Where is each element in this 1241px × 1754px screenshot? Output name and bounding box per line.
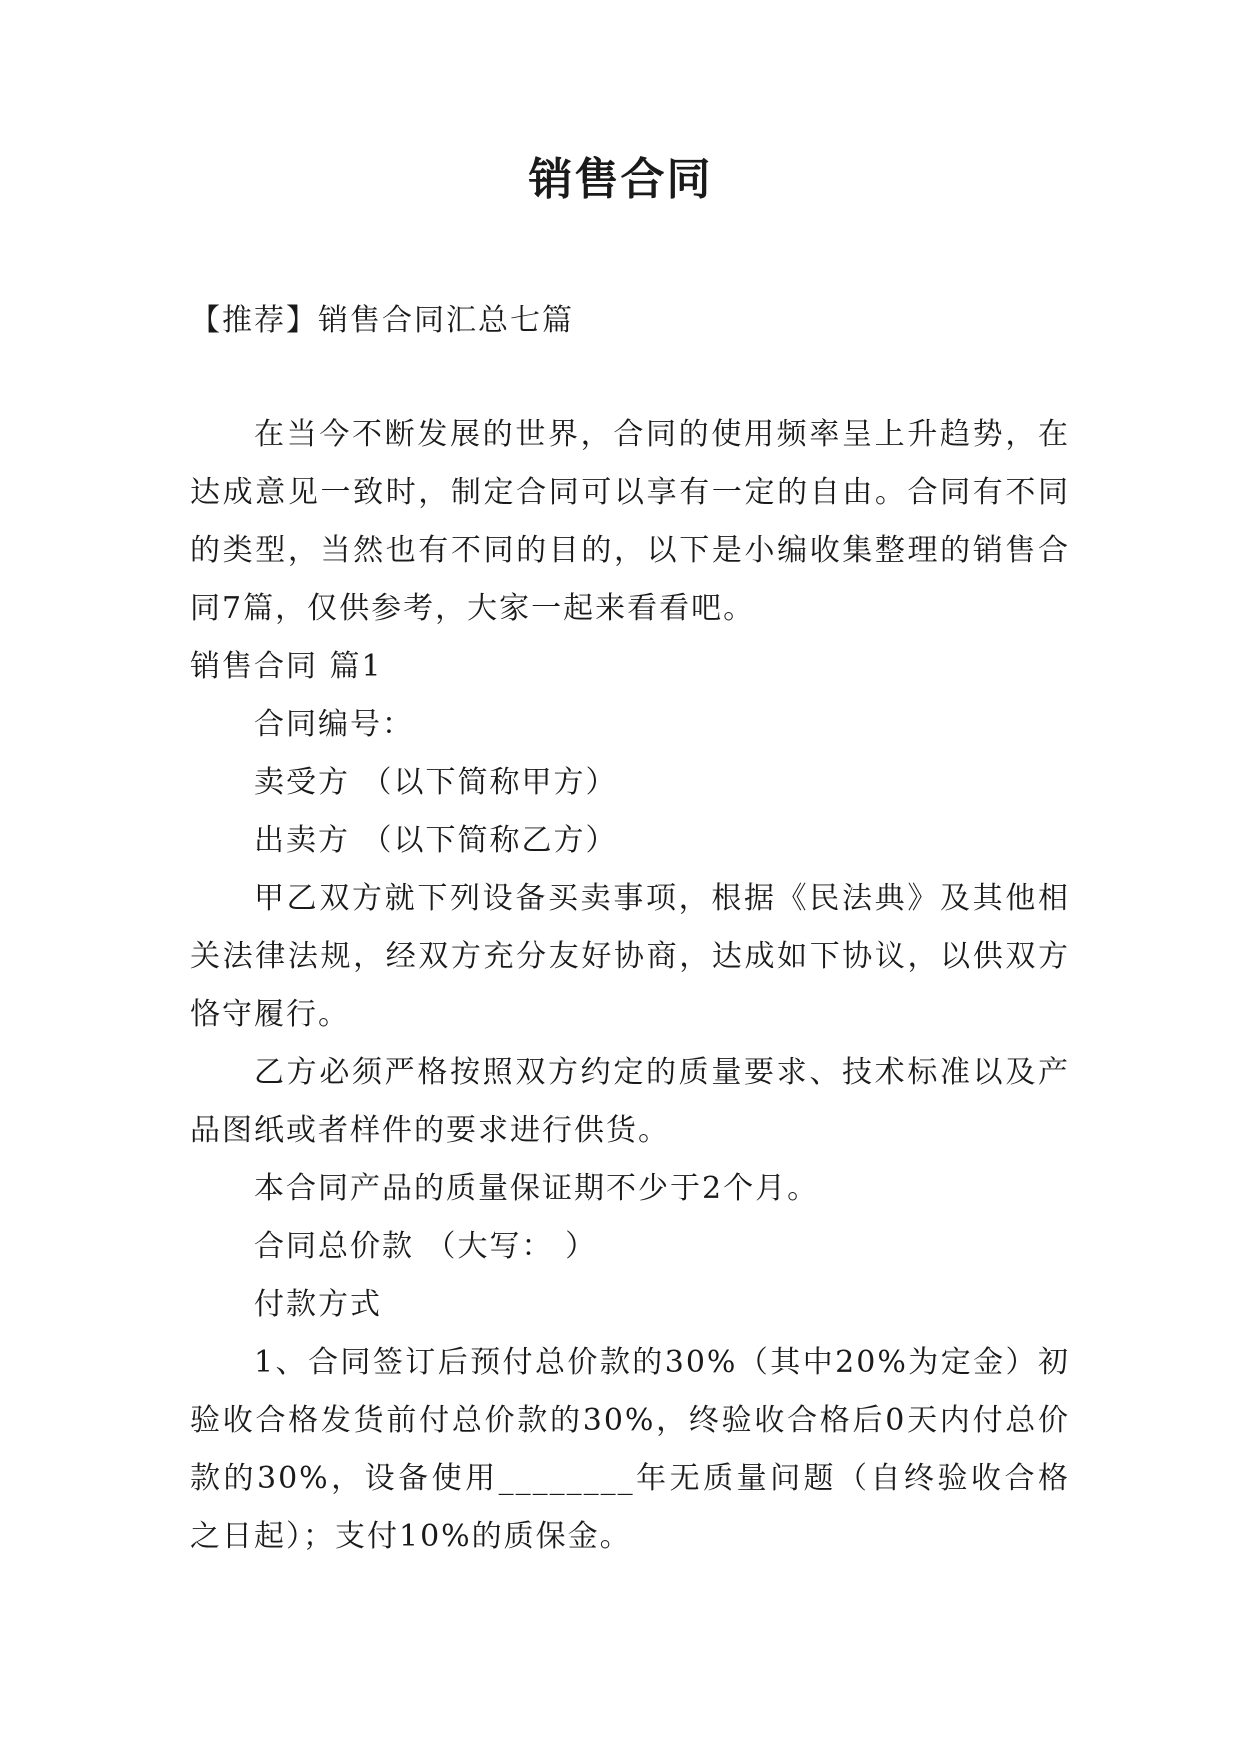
document-title: 销售合同 (528, 154, 713, 205)
document-subtitle: 【推荐】销售合同汇总七篇 (190, 303, 574, 338)
intro-paragraph: 在当今不断发展的世界，合同的使用频率呈上升趋势，在达成意见一致时，制定合同可以享有一定的自由。合同有不同的类型，当然也有不同的目的，以下是小编收集整理的销售合同7篇，仅供参考，大家一起来看看吧。 (190, 417, 1070, 626)
seller-line: 出卖方 （以下简称乙方） (254, 823, 618, 858)
buyer-line: 卖受方 （以下简称甲方） (254, 765, 618, 800)
section-heading: 销售合同 篇1 (190, 649, 383, 684)
payment-heading: 付款方式 (254, 1287, 382, 1322)
quality-paragraph: 乙方必须严格按照双方约定的质量要求、技术标准以及产品图纸或者样件的要求进行供货。 (190, 1055, 1070, 1148)
document-body (190, 292, 1070, 1566)
total-price-line: 合同总价款 （大写： ） (254, 1229, 598, 1264)
warranty-line: 本合同产品的质量保证期不少于2个月。 (254, 1171, 820, 1206)
agreement-paragraph: 甲乙双方就下列设备买卖事项，根据《民法典》及其他相关法律法规，经双方充分友好协商，达成如下协议，以供双方恪守履行。 (190, 881, 1070, 1032)
contract-number-label: 合同编号： (254, 707, 414, 742)
payment-terms-paragraph: 1、合同签订后预付总价款的30%（其中20%为定金）初验收合格发货前付总价款的30%，终验收合格后0天内付总价款的30%，设备使用________年无质量问题（自终验收合格之日起）；支付10%的质保金。 (190, 1345, 1070, 1554)
